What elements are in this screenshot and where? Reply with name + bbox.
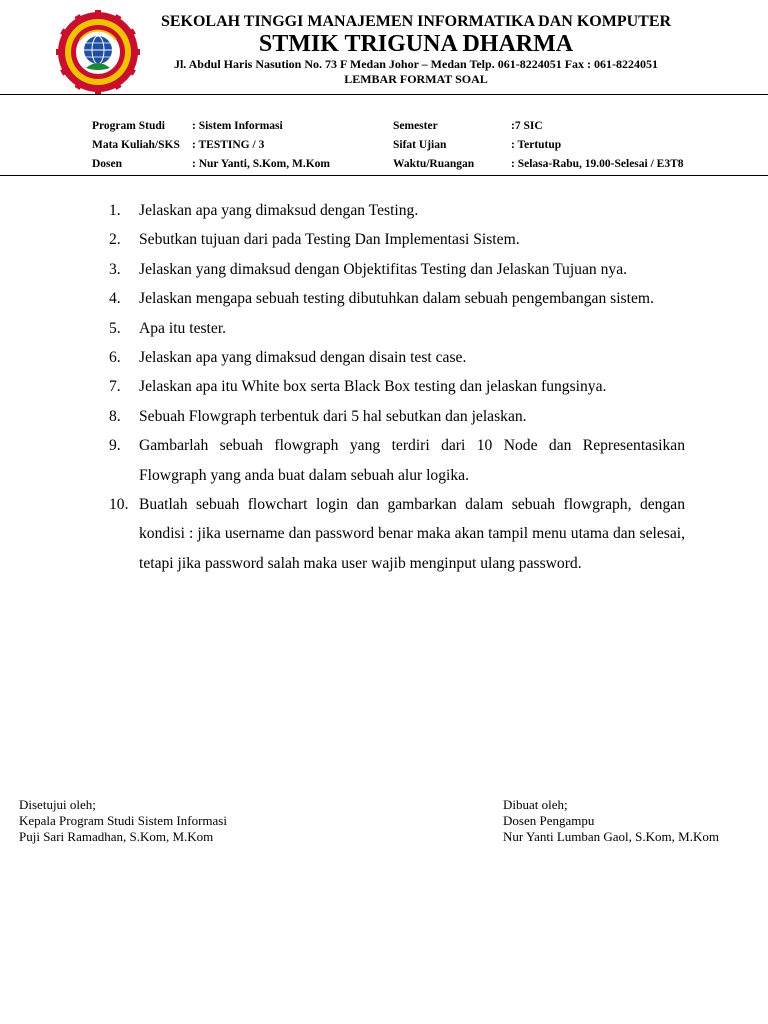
header-divider: [0, 94, 768, 95]
exam-type-label: Sifat Ujian: [393, 139, 447, 151]
college-name: STMIK TRIGUNA DHARMA: [258, 31, 574, 57]
question-number: 9.: [109, 437, 121, 455]
question-text: Jelaskan apa yang dimaksud dengan Testing.: [139, 202, 419, 219]
question-item: [109, 314, 685, 343]
approval-heading: Disetujui oleh;: [19, 797, 96, 812]
question-item: [109, 343, 685, 372]
globe-icon: [84, 36, 112, 64]
institution-name: SEKOLAH TINGGI MANAJEMEN INFORMATIKA DAN KOMPUTER: [160, 13, 672, 30]
question-number: 4.: [109, 290, 121, 308]
exam-type-value: : Tertutup: [511, 139, 562, 151]
program-label: Program Studi: [92, 120, 165, 132]
author-name: Nur Yanti Lumban Gaol, S.Kom, M.Kom: [503, 829, 719, 844]
approval-name: Puji Sari Ramadhan, S.Kom, M.Kom: [19, 829, 214, 844]
semester-value: :7 SIC: [511, 120, 543, 132]
address-line: Jl. Abdul Haris Nasution No. 73 F Medan Johor – Medan Telp. 061-8224051 Fax : 061-8224051: [173, 57, 659, 71]
question-text: Jelaskan yang dimaksud dengan Objektifitas Testing dan Jelaskan Tujuan nya.: [139, 260, 628, 278]
time-room-label: Waktu/Ruangan: [393, 158, 475, 170]
approval-role: Kepala Program Studi Sistem Informasi: [19, 813, 227, 828]
approval-block: [19, 797, 227, 845]
question-item: [109, 255, 685, 284]
question-number: 3.: [109, 260, 121, 278]
question-text: Apa itu tester.: [139, 319, 227, 337]
program-value: : Sistem Informasi: [192, 120, 283, 132]
course-value: : TESTING / 3: [192, 139, 265, 151]
question-text: Sebuah Flowgraph terbentuk dari 5 hal sebutkan dan jelaskan.: [139, 407, 527, 425]
question-text: Gambarlah sebuah flowgraph yang terdiri dari 10 Node dan Representasikan Flowgraph yang anda buat dalam sebuah alur logika.: [139, 437, 685, 484]
question-item: [109, 196, 685, 225]
question-number: 8.: [109, 407, 121, 425]
question-item: [109, 402, 685, 431]
course-label: Mata Kuliah/SKS: [92, 139, 180, 151]
question-item: [109, 431, 685, 490]
question-text: Buatlah sebuah flowchart login dan gambarkan dalam sebuah flowgraph, dengan kondisi : jika username dan password benar maka akan tampil menu utama dan selesai, tetapi jika password salah maka user wajib menginput ulang password.: [139, 496, 685, 572]
question-item: [109, 372, 685, 401]
question-number: 5.: [109, 319, 121, 337]
author-heading: Dibuat oleh;: [503, 797, 568, 812]
question-number: 7.: [109, 378, 121, 396]
semester-label: Semester: [393, 120, 438, 132]
question-text: Sebutkan tujuan dari pada Testing Dan Implementasi Sistem.: [139, 231, 520, 249]
question-list: [109, 196, 685, 578]
question-number: 2.: [109, 231, 121, 249]
document-title: LEMBAR FORMAT SOAL: [344, 72, 488, 86]
institution-logo: [56, 10, 140, 94]
lecturer-label: Dosen: [92, 158, 123, 170]
question-item: [109, 225, 685, 254]
question-number: 1.: [109, 202, 121, 219]
question-number: 6.: [109, 349, 121, 367]
author-role: Dosen Pengampu: [503, 813, 595, 828]
question-item: [109, 490, 685, 578]
lecturer-value: : Nur Yanti, S.Kom, M.Kom: [192, 158, 330, 170]
question-number: 10.: [109, 496, 129, 514]
meta-divider: [0, 175, 768, 176]
question-text: Jelaskan apa itu White box serta Black Box testing dan jelaskan fungsinya.: [139, 378, 607, 396]
author-block: [503, 797, 719, 845]
question-item: [109, 284, 685, 313]
question-text: Jelaskan mengapa sebuah testing dibutuhkan dalam sebuah pengembangan sistem.: [139, 290, 654, 308]
question-text: Jelaskan apa yang dimaksud dengan disain test case.: [139, 349, 467, 367]
time-room-value: : Selasa-Rabu, 19.00-Selesai / E3T8: [511, 158, 684, 170]
